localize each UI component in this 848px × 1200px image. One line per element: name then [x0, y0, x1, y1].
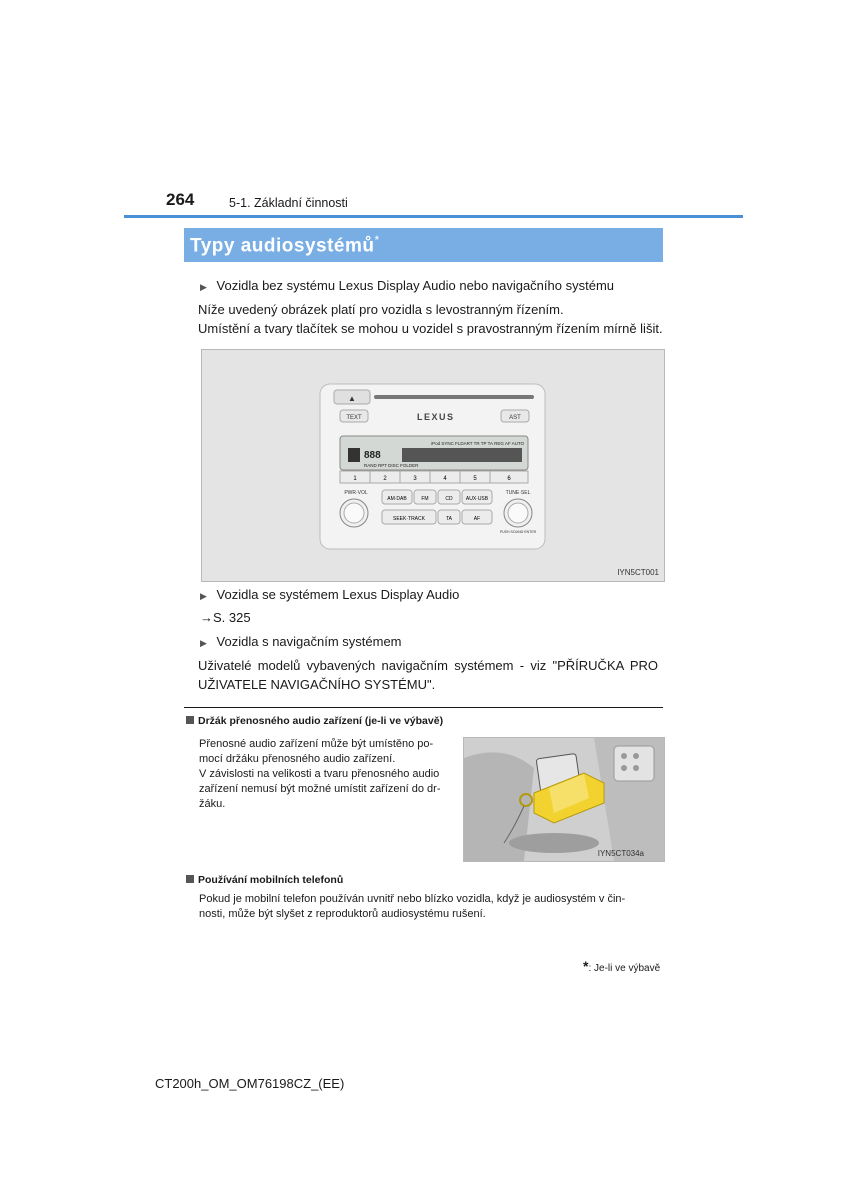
- footnote-marker: *: [583, 958, 589, 974]
- tune-sel-label: TUNE·SEL: [505, 490, 531, 496]
- preset-1: 1: [353, 476, 357, 482]
- push-enter-label: PUSH SOUND·ENTER: [499, 530, 537, 534]
- phones-heading-text: Používání mobilních telefonů: [198, 874, 344, 886]
- cd-button: CD: [445, 496, 453, 502]
- lhd-note: Níže uvedený obrázek platí pro vozidla s levostranným řízením.: [198, 302, 564, 317]
- triangle-bullet-icon: ▶: [200, 638, 207, 648]
- holder-text: [199, 737, 454, 812]
- header-rule: [124, 215, 743, 218]
- lexus-logo: LEXUS: [417, 412, 455, 422]
- preset-row: [340, 471, 528, 483]
- audio-unit-illustration: [202, 350, 664, 581]
- display-modes: RAND RPT DISC FOLDER: [364, 463, 419, 468]
- footnote-text: : Je-li ve výbavě: [588, 963, 661, 974]
- holder-line: Přenosné audio zařízení může být umístěno po-: [199, 738, 434, 750]
- am-dab-button: AM·DAB: [387, 496, 407, 502]
- phones-line2: nosti, může být slyšet z reproduktorů audiosystému rušení.: [199, 908, 486, 920]
- holder-figure: [463, 737, 665, 862]
- holder-figure-code: IYN5CT034a: [597, 849, 644, 858]
- bullet-label: Vozidla se systémem Lexus Display Audio: [216, 587, 460, 602]
- phones-line1: Pokud je mobilní telefon používán uvnitř nebo blízko vozidla, když je audiosystém v čin-: [199, 893, 626, 905]
- bullet-display-audio: [200, 585, 459, 606]
- phones-heading: [186, 874, 343, 886]
- page-reference: →S. 325: [200, 610, 251, 625]
- bullet-navigation: [200, 632, 402, 653]
- holder-heading: [186, 715, 443, 727]
- preset-3: 3: [413, 476, 417, 482]
- holder-heading-text: Držák přenosného audio zařízení (je-li ve výbavě): [198, 715, 444, 727]
- holder-line: mocí držáku přenosného audio zařízení.: [199, 753, 396, 765]
- seek-track-button: SEEK·TRACK: [393, 516, 425, 522]
- aux-usb-button: AUX·USB: [465, 496, 489, 502]
- triangle-bullet-icon: ▶: [200, 282, 207, 292]
- rhd-note: Umístění a tvary tlačítek se mohou u vozidel s pravostranným řízením mírně lišit.: [198, 321, 663, 336]
- triangle-bullet-icon: ▶: [200, 591, 207, 601]
- eject-icon: ▲: [348, 394, 356, 403]
- section-divider: [184, 707, 663, 708]
- page-number: 264: [166, 190, 195, 209]
- square-bullet-icon: [186, 716, 194, 724]
- page-title-text: Typy audiosystémů: [190, 235, 375, 257]
- section-label: 5-1. Základní činnosti: [229, 196, 348, 210]
- nav-note-line2: UŽIVATELE NAVIGAČNÍHO SYSTÉMU".: [198, 677, 436, 692]
- display-digits: 888: [364, 450, 381, 461]
- page-title: [190, 233, 380, 257]
- footer-code: CT200h_OM_OM76198CZ_(EE): [155, 1076, 345, 1091]
- text-button: TEXT: [346, 415, 362, 421]
- bullet-no-display-audio: [200, 276, 614, 297]
- ta-button: TA: [445, 516, 453, 522]
- display-status: iPod SYNC FLDART TR TP TA REG AF AUTO: [431, 441, 524, 446]
- audio-unit-figure: [201, 349, 665, 582]
- footnote: [583, 958, 660, 974]
- square-bullet-icon: [186, 875, 194, 883]
- holder-line: V závislosti na velikosti a tvaru přenosného audio: [199, 768, 440, 780]
- preset-5: 5: [473, 476, 477, 482]
- af-button: AF: [473, 516, 481, 522]
- holder-illustration: [464, 738, 664, 861]
- fm-button: FM: [421, 496, 429, 502]
- holder-line: žáku.: [199, 798, 226, 810]
- preset-6: 6: [507, 476, 511, 482]
- preset-2: 2: [383, 476, 387, 482]
- ast-button: AST: [509, 415, 521, 421]
- bullet-label: Vozidla bez systému Lexus Display Audio nebo navigačního systému: [216, 278, 614, 293]
- figure-code: IYN5CT001: [617, 568, 659, 577]
- pwr-vol-label: PWR·VOL: [344, 490, 368, 496]
- title-marker: *: [374, 233, 380, 247]
- nav-note-line1: Uživatelé modelů vybavených navigačním systémem - viz "PŘÍRUČKA PRO: [198, 658, 658, 673]
- preset-4: 4: [443, 476, 447, 482]
- holder-line: zařízení nemusí být možné umístit zařízení do dr-: [199, 783, 441, 795]
- bullet-label: Vozidla s navigačním systémem: [216, 634, 402, 649]
